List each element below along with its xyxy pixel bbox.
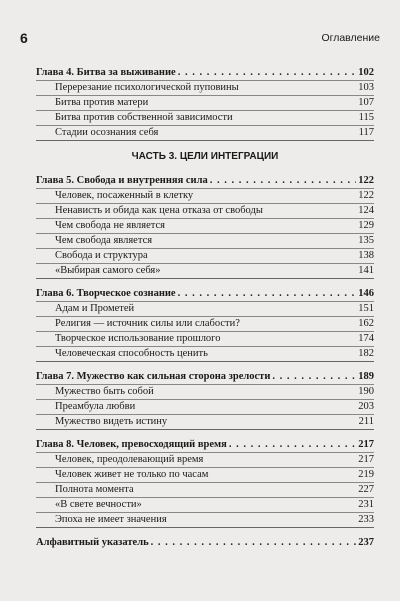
toc-subsections (36, 80, 374, 141)
toc-leader (210, 174, 357, 188)
toc-page-number: 129 (358, 220, 374, 231)
toc-chapter-entry[interactable] (36, 370, 374, 384)
toc-entry[interactable] (36, 188, 374, 203)
toc-entry[interactable] (36, 263, 374, 278)
toc-page-number: 219 (358, 469, 374, 480)
toc-chapter-entry[interactable] (36, 174, 374, 188)
toc-entry[interactable] (36, 512, 374, 527)
toc-page-number: 124 (358, 205, 374, 216)
toc-page-number: 102 (358, 67, 374, 78)
toc-entry-title: Человек, посаженный в клетку (55, 190, 194, 201)
toc-leader (178, 66, 357, 80)
toc-entry-title: Мужество быть собой (55, 386, 154, 397)
toc-page-number: 227 (358, 484, 374, 495)
toc-chapter-title: Глава 5. Свобода и внутренняя сила (36, 175, 208, 186)
toc-entry[interactable] (36, 452, 374, 467)
toc-page-number: 190 (358, 386, 374, 397)
toc-subsections (36, 452, 374, 528)
toc-page-number: 162 (358, 318, 374, 329)
toc-page-number: 233 (358, 514, 374, 525)
toc-page-number: 122 (358, 175, 374, 186)
toc-entry-title: Творческое использование прошлого (55, 333, 221, 344)
running-head: Оглавление (321, 32, 380, 44)
toc-page-number: 117 (358, 127, 374, 138)
toc-chapter-entry[interactable] (36, 536, 374, 550)
toc-chapter-title: Глава 6. Творческое сознание (36, 288, 176, 299)
toc-entry-title: Религия — источник силы или слабости? (55, 318, 240, 329)
toc-entry[interactable] (36, 346, 374, 361)
toc-page-number: 217 (358, 439, 374, 450)
toc-chapter-entry[interactable] (36, 287, 374, 301)
toc-page-number: 182 (358, 348, 374, 359)
toc-entry[interactable] (36, 218, 374, 233)
toc-chapter-title: Алфавитный указатель (36, 537, 149, 548)
toc-leader (178, 287, 357, 301)
toc-entry-title: Чем свобода не является (55, 220, 165, 231)
toc-entry-title: Человеческая способность ценить (55, 348, 208, 359)
toc-page-number: 122 (358, 190, 374, 201)
toc-entry[interactable] (36, 399, 374, 414)
toc-page-number: 135 (358, 235, 374, 246)
toc-page-number: 141 (358, 265, 374, 276)
toc-entry[interactable] (36, 95, 374, 110)
page-header (20, 30, 380, 48)
toc-page-number: 231 (358, 499, 374, 510)
toc-entry[interactable] (36, 125, 374, 140)
toc-page-number: 115 (358, 112, 374, 123)
toc-entry[interactable] (36, 233, 374, 248)
toc-page-number: 189 (358, 371, 374, 382)
toc-entry-title: «В свете вечности» (55, 499, 142, 510)
toc-chapter-title: Глава 8. Человек, превосходящий время (36, 439, 227, 450)
toc-entry-title: Преамбула любви (55, 401, 136, 412)
toc-page-number: 107 (358, 97, 374, 108)
toc-page-number: 146 (358, 288, 374, 299)
toc-entry-title: Полнота момента (55, 484, 134, 495)
toc-entry-title: Ненависть и обида как цена отказа от свободы (55, 205, 263, 216)
toc-entry[interactable] (36, 482, 374, 497)
toc-page-number: 217 (358, 454, 374, 465)
toc-page-number: 211 (358, 416, 374, 427)
toc-entry[interactable] (36, 80, 374, 95)
toc-leader (272, 370, 356, 384)
toc-index (36, 536, 374, 550)
toc-chapter-4 (36, 66, 374, 141)
toc-page-number: 138 (358, 250, 374, 261)
toc-entry-title: Мужество видеть истину (55, 416, 168, 427)
toc-chapter-5 (36, 174, 374, 279)
toc-entry[interactable] (36, 497, 374, 512)
toc-chapter-title: Глава 7. Мужество как сильная сторона зрелости (36, 371, 271, 382)
toc-leader (151, 536, 357, 550)
toc-entry[interactable] (36, 110, 374, 125)
toc-chapter-entry[interactable] (36, 66, 374, 80)
part-heading: ЧАСТЬ 3. ЦЕЛИ ИНТЕГРАЦИИ (131, 151, 279, 162)
toc-entry-title: Эпоха не имеет значения (55, 514, 167, 525)
toc-entry-title: Битва против собственной зависимости (55, 112, 233, 123)
toc-entry[interactable] (36, 331, 374, 346)
toc-entry[interactable] (36, 467, 374, 482)
toc-page-number: 174 (358, 333, 374, 344)
toc-subsections (36, 384, 374, 430)
toc-entry[interactable] (36, 301, 374, 316)
toc-chapter-7 (36, 370, 374, 430)
toc-entry[interactable] (36, 203, 374, 218)
page-number: 6 (20, 30, 28, 46)
toc-entry-title: «Выбирая самого себя» (55, 265, 161, 276)
toc-subsections (36, 188, 374, 279)
toc-entry-title: Битва против матери (55, 97, 149, 108)
toc-chapter-8 (36, 438, 374, 528)
toc-entry[interactable] (36, 384, 374, 399)
toc-entry-title: Адам и Прометей (55, 303, 135, 314)
toc-entry-title: Человек живет не только по часам (55, 469, 209, 480)
toc-entry[interactable] (36, 316, 374, 331)
toc-entry-title: Чем свобода является (55, 235, 153, 246)
toc-chapter-entry[interactable] (36, 438, 374, 452)
toc-page-number: 103 (358, 82, 374, 93)
toc-entry[interactable] (36, 414, 374, 429)
toc-chapter-6 (36, 287, 374, 362)
toc-entry-title: Свобода и структура (55, 250, 148, 261)
toc-subsections (36, 301, 374, 362)
toc-entry-title: Стадии осознания себя (55, 127, 159, 138)
toc-entry-title: Перерезание психологической пуповины (55, 82, 239, 93)
toc-page-number: 203 (358, 401, 374, 412)
toc-entry-title: Человек, преодолевающий время (55, 454, 204, 465)
toc-chapter-title: Глава 4. Битва за выживание (36, 67, 176, 78)
toc-leader (229, 438, 356, 452)
toc-page-number: 237 (358, 537, 374, 548)
toc-entry[interactable] (36, 248, 374, 263)
toc-page-number: 151 (358, 303, 374, 314)
table-of-contents (36, 66, 374, 558)
